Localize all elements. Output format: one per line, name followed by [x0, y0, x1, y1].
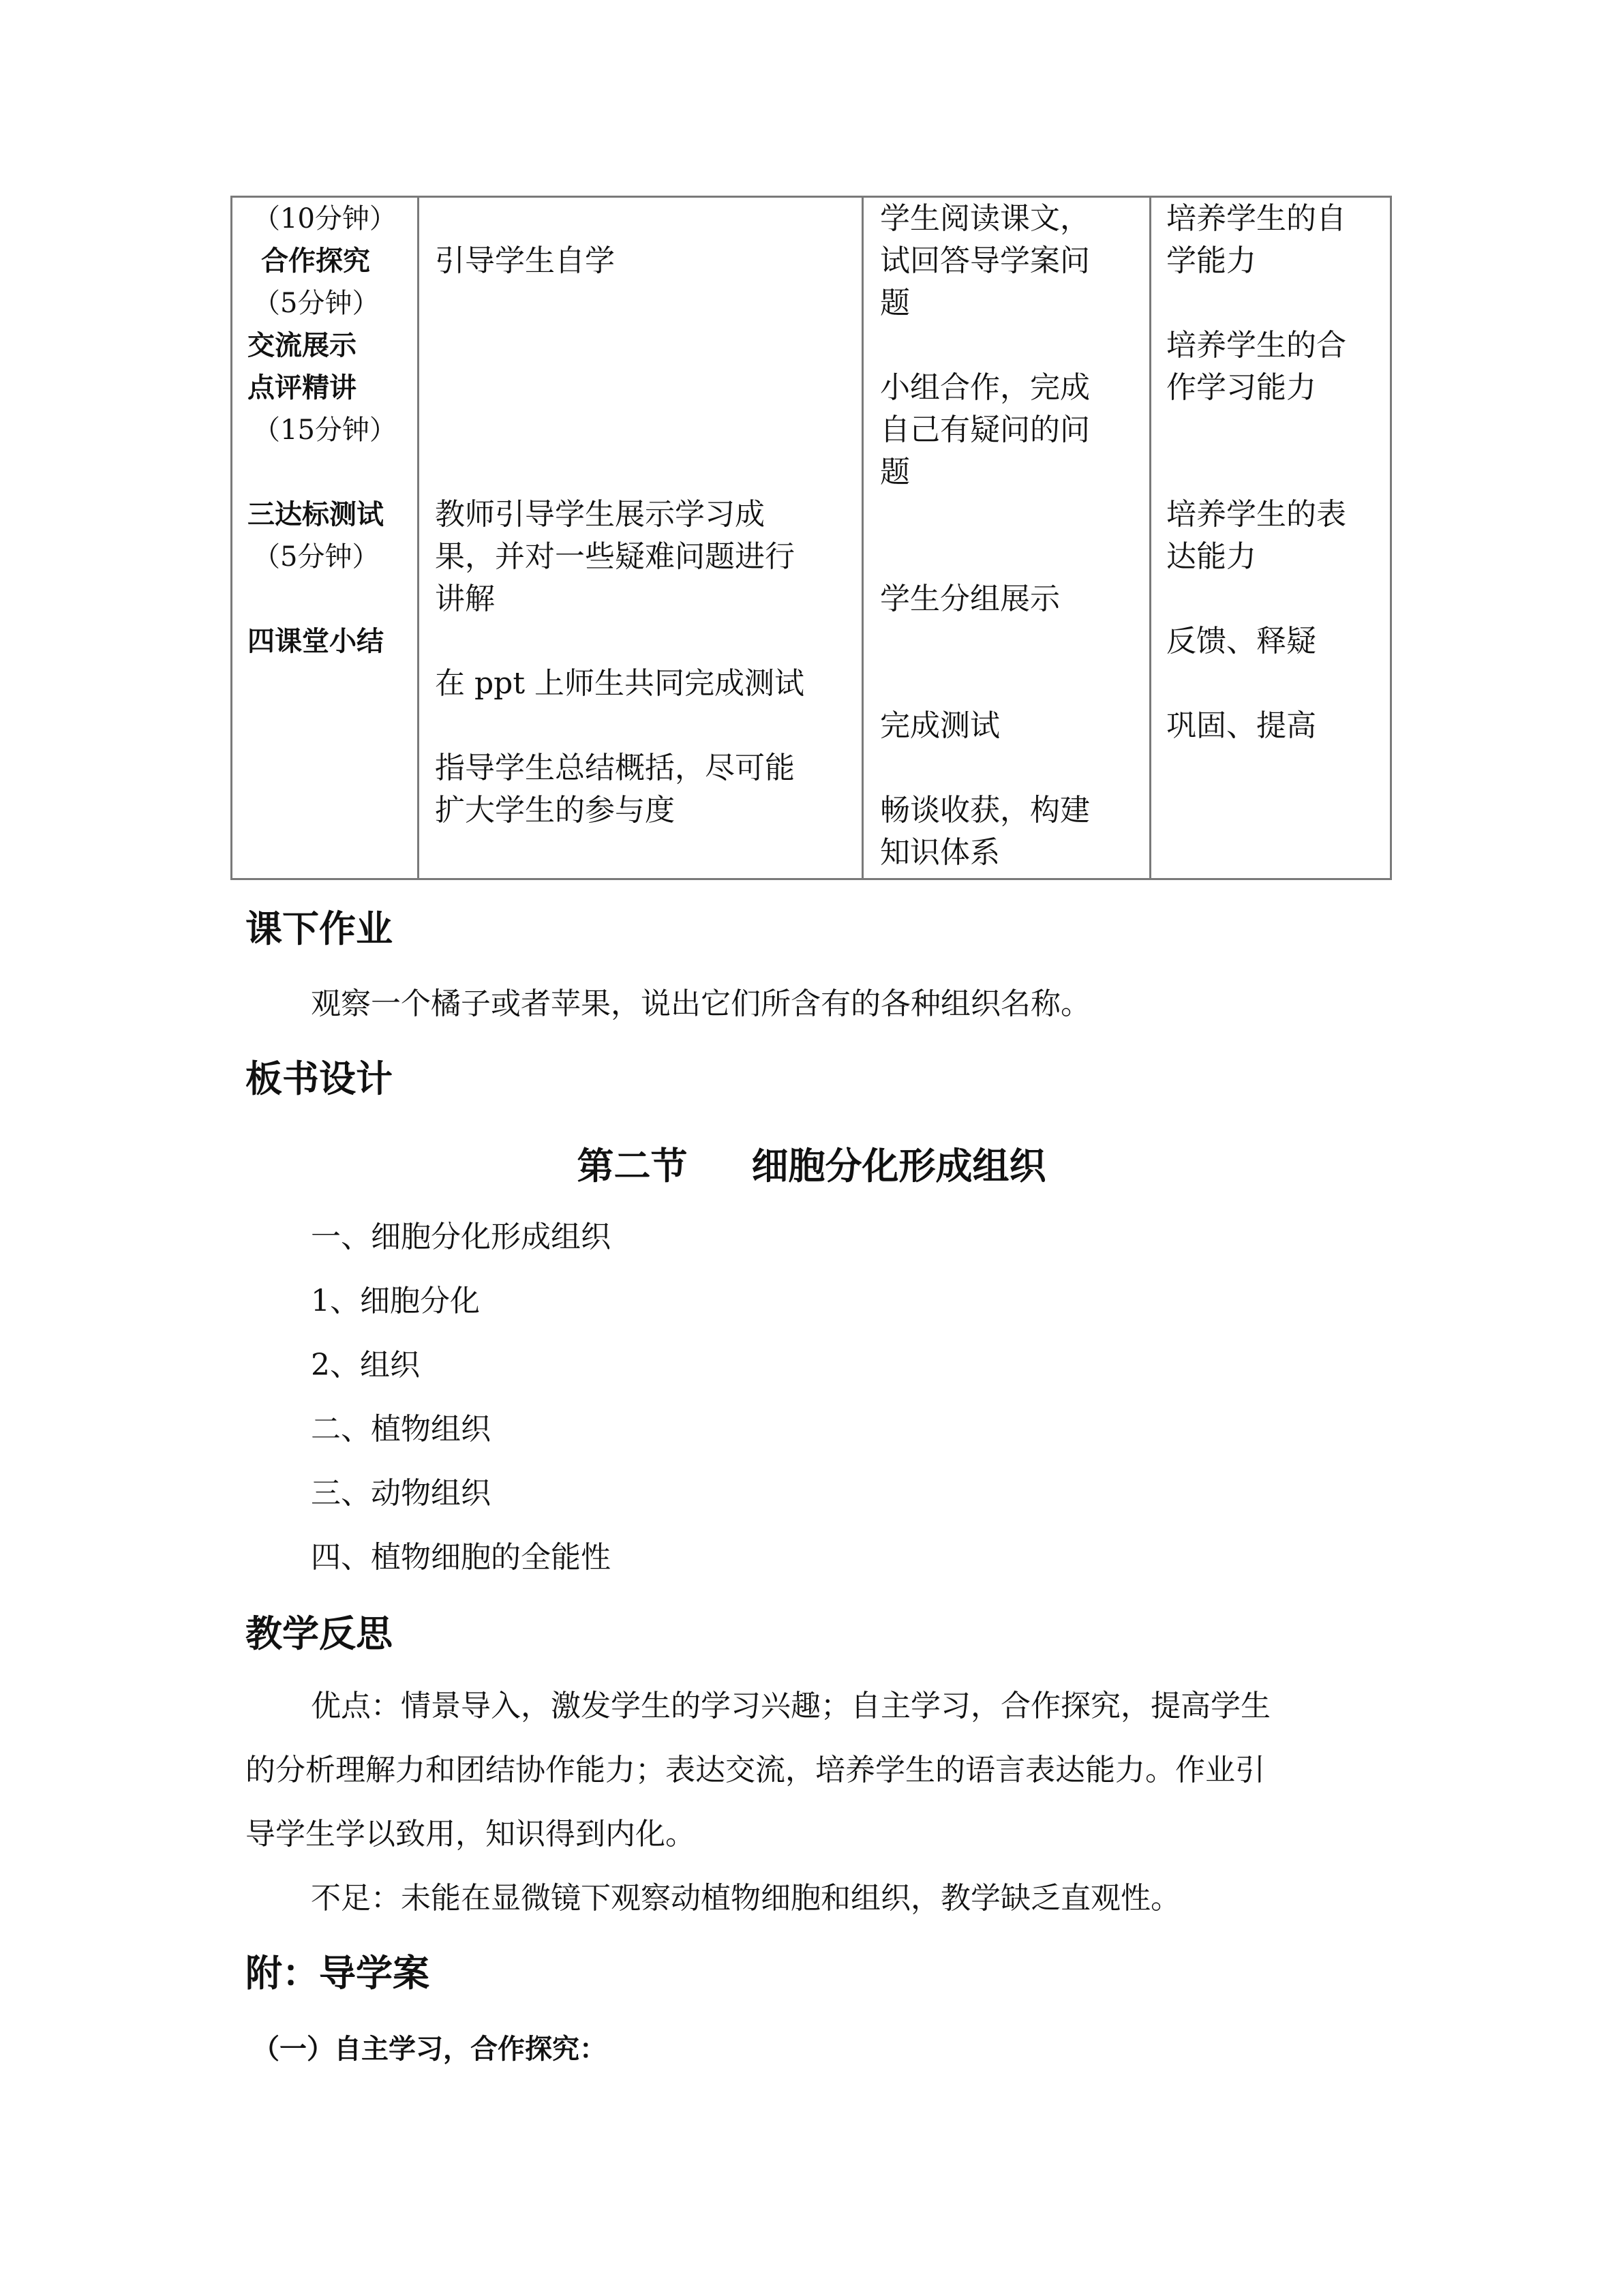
- teacher-activity: 果，并对一些疑难问题进行: [435, 539, 795, 574]
- student-activity: 试回答导学案问: [880, 243, 1090, 278]
- homework-heading: 课下作业: [245, 907, 393, 950]
- board-item: 1、细胞分化: [311, 1284, 480, 1318]
- board-item: 二、植物组织: [311, 1412, 491, 1447]
- design-intent: 达能力: [1166, 539, 1256, 574]
- stage-label: 合作探究: [261, 245, 370, 277]
- design-intent: 培养学生的表: [1166, 497, 1346, 532]
- student-activity: 小组合作，完成: [880, 370, 1090, 405]
- board-item: 2、组织: [311, 1348, 420, 1383]
- stage-time: （10分钟）: [253, 203, 397, 235]
- stage-time: （5分钟）: [253, 541, 380, 573]
- teacher-activity: 扩大学生的参与度: [435, 793, 675, 828]
- board-item: 三、动物组织: [311, 1476, 491, 1511]
- stage-time: （15分钟）: [253, 414, 397, 446]
- student-activity: 完成测试: [880, 708, 1000, 743]
- design-intent: 反馈、释疑: [1166, 624, 1316, 659]
- design-intent: 学能力: [1166, 243, 1256, 278]
- student-activity: 题: [880, 286, 910, 320]
- student-activity: 自己有疑问的问: [880, 412, 1090, 447]
- stage-time: （5分钟）: [253, 288, 380, 319]
- reflection-line: 的分析理解力和团结协作能力；表达交流，培养学生的语言表达能力。作业引: [245, 1753, 1265, 1787]
- homework-text: 观察一个橘子或者苹果，说出它们所含有的各种组织名称。: [311, 986, 1091, 1021]
- teacher-activity: 引导学生自学: [435, 243, 615, 278]
- design-intent: 作学习能力: [1166, 370, 1316, 405]
- student-activity: 学生分组展示: [880, 581, 1060, 616]
- teacher-activity: 教师引导学生展示学习成: [435, 497, 765, 532]
- table-divider: [1149, 198, 1151, 878]
- reflection-line: 不足：未能在显微镜下观察动植物细胞和组织，教学缺乏直观性。: [311, 1881, 1181, 1916]
- student-activity: 题: [880, 455, 910, 489]
- teacher-activity: 指导学生总结概括，尽可能: [435, 751, 795, 785]
- reflection-line: 优点：情景导入，激发学生的学习兴趣；自主学习，合作探究，提高学生: [311, 1689, 1271, 1723]
- teacher-activity: 在 ppt 上师生共同完成测试: [435, 666, 804, 701]
- lesson-process-table: [230, 196, 1392, 880]
- stage-label: 点评精讲: [247, 372, 357, 404]
- student-activity: 畅谈收获，构建: [880, 793, 1090, 828]
- stage-label: 交流展示: [247, 329, 357, 361]
- stage-label: 三达标测试: [247, 498, 384, 530]
- board-item: 一、细胞分化形成组织: [311, 1220, 611, 1254]
- reflection-heading: 教学反思: [245, 1612, 393, 1655]
- table-divider: [862, 198, 864, 878]
- design-intent: 巩固、提高: [1166, 708, 1316, 743]
- table-divider: [417, 198, 419, 878]
- appendix-heading: 附：导学案: [245, 1952, 429, 1995]
- design-intent: 培养学生的自: [1166, 201, 1346, 236]
- teacher-activity: 讲解: [435, 581, 495, 616]
- student-activity: 知识体系: [880, 835, 1000, 870]
- board-title: 第二节 细胞分化形成组织: [577, 1145, 1046, 1188]
- design-intent: 培养学生的合: [1166, 328, 1346, 363]
- student-activity: 学生阅读课文，: [880, 201, 1090, 236]
- stage-label: 四课堂小结: [247, 625, 384, 657]
- board-heading: 板书设计: [245, 1057, 393, 1100]
- appendix-subheading: （一）自主学习，合作探究：: [252, 2034, 607, 2065]
- reflection-line: 导学生学以致用，知识得到内化。: [245, 1817, 695, 1852]
- board-item: 四、植物细胞的全能性: [311, 1540, 611, 1575]
